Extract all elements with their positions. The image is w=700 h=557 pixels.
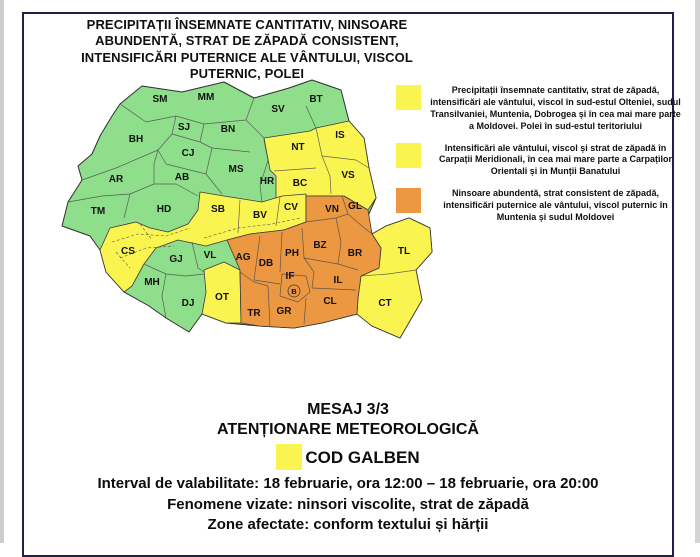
- county-label-CS: CS: [121, 246, 135, 257]
- county-label-CT: CT: [378, 298, 392, 309]
- warning-code-label: COD GALBEN: [305, 448, 420, 467]
- county-label-IF: IF: [285, 271, 295, 282]
- county-label-VL: VL: [203, 250, 217, 261]
- county-label-BT: BT: [309, 94, 323, 105]
- county-label-NT: NT: [291, 142, 305, 153]
- county-label-VN: VN: [325, 204, 339, 215]
- page-edge-strip-right: [695, 0, 700, 543]
- legend-item: [396, 143, 684, 179]
- legend-item: [396, 188, 684, 224]
- legend-item: [396, 85, 684, 133]
- county-label-PH: PH: [285, 248, 299, 259]
- county-label-GL: GL: [348, 201, 362, 212]
- county-label-BH: BH: [128, 134, 144, 145]
- county-label-AG: AG: [235, 252, 251, 263]
- validity-interval: Interval de valabilitate: 18 februarie, ora 12:00 – 18 februarie, ora 20:00: [97, 475, 599, 492]
- page-edge-strip-left: [0, 0, 4, 543]
- map-container: [54, 76, 436, 350]
- county-label-HR: HR: [259, 176, 275, 187]
- bulletin-frame: [22, 12, 681, 557]
- map-legend: [396, 85, 684, 234]
- county-label-SM: SM: [152, 94, 168, 105]
- legend-swatch-yellow-2: [396, 143, 421, 168]
- county-label-MS: MS: [228, 164, 244, 175]
- county-label-MM: MM: [197, 92, 215, 103]
- county-label-MH: MH: [144, 277, 160, 288]
- county-label-DJ: DJ: [181, 298, 195, 309]
- county-label-BC: BC: [292, 178, 308, 189]
- county-label-BZ: BZ: [313, 240, 327, 251]
- county-label-DB: DB: [258, 258, 274, 269]
- county-label-TL: TL: [397, 246, 411, 257]
- county-label-SJ: SJ: [177, 122, 191, 133]
- county-label-GJ: GJ: [169, 254, 183, 265]
- county-label-GR: GR: [276, 306, 292, 317]
- legend-text: Intensificări ale vântului, viscol și strat de zăpadă în Carpații Meridionali, în cea mai mare parte a Carpaților Orientali și în Munții Banatului: [438, 142, 673, 177]
- county-label-BV: BV: [253, 210, 267, 221]
- county-label-VS: VS: [341, 170, 355, 181]
- county-label-AR: AR: [108, 174, 124, 185]
- cod-galben-swatch: [276, 444, 302, 470]
- county-label-CL: CL: [323, 296, 337, 307]
- county-label-IS: IS: [335, 130, 345, 141]
- county-label-IL: IL: [333, 275, 343, 286]
- warning-title: PRECIPITAȚII ÎNSEMNATE CANTITATIV, NINSOARE ABUNDENTĂ, STRAT DE ZĂPADĂ CONSISTENT, INTENSIFICĂRI PUTERNICE ALE VÂNTULUI, VISCOL PUTERNIC, POLEI: [81, 17, 413, 82]
- county-label-B: B: [291, 287, 297, 296]
- romania-warning-map: [54, 76, 434, 348]
- county-label-TR: TR: [247, 308, 261, 319]
- county-label-CJ: CJ: [181, 148, 195, 159]
- message-number: MESAJ 3/3: [307, 401, 389, 418]
- legend-swatch-orange: [396, 188, 421, 213]
- county-label-AB: AB: [174, 172, 190, 183]
- phenomena: Fenomene vizate: ninsori viscolite, strat de zăpadă: [167, 495, 529, 513]
- county-label-TM: TM: [90, 206, 106, 217]
- affected-zones: Zone afectate: conform textului și hărții: [207, 516, 489, 533]
- county-label-BR: BR: [347, 248, 363, 259]
- county-label-BN: BN: [220, 124, 236, 135]
- bulletin-footer: [24, 400, 672, 536]
- county-label-HD: HD: [156, 204, 172, 215]
- county-label-OT: OT: [215, 292, 229, 303]
- legend-text: Precipitații însemnate cantitativ, strat de zăpadă, intensificări ale vântului, viscol în sud-estul Olteniei, sudul Transilvaniei, Muntenia, Dobrogea și în cea mai mare parte a Moldovei. Polei în sud-estul teritoriului: [430, 85, 681, 131]
- county-label-SV: SV: [271, 104, 285, 115]
- legend-text: Ninsoare abundentă, strat consistent de zăpadă, intensificări puternice ale vântului, viscol puternic în Muntenia și sudul Moldovei: [443, 188, 668, 222]
- warning-type: ATENȚIONARE METEOROLOGICĂ: [217, 421, 479, 438]
- county-label-CV: CV: [284, 202, 298, 213]
- county-label-SB: SB: [211, 204, 225, 215]
- legend-swatch-yellow-1: [396, 85, 421, 110]
- warning-code-row: [24, 442, 672, 470]
